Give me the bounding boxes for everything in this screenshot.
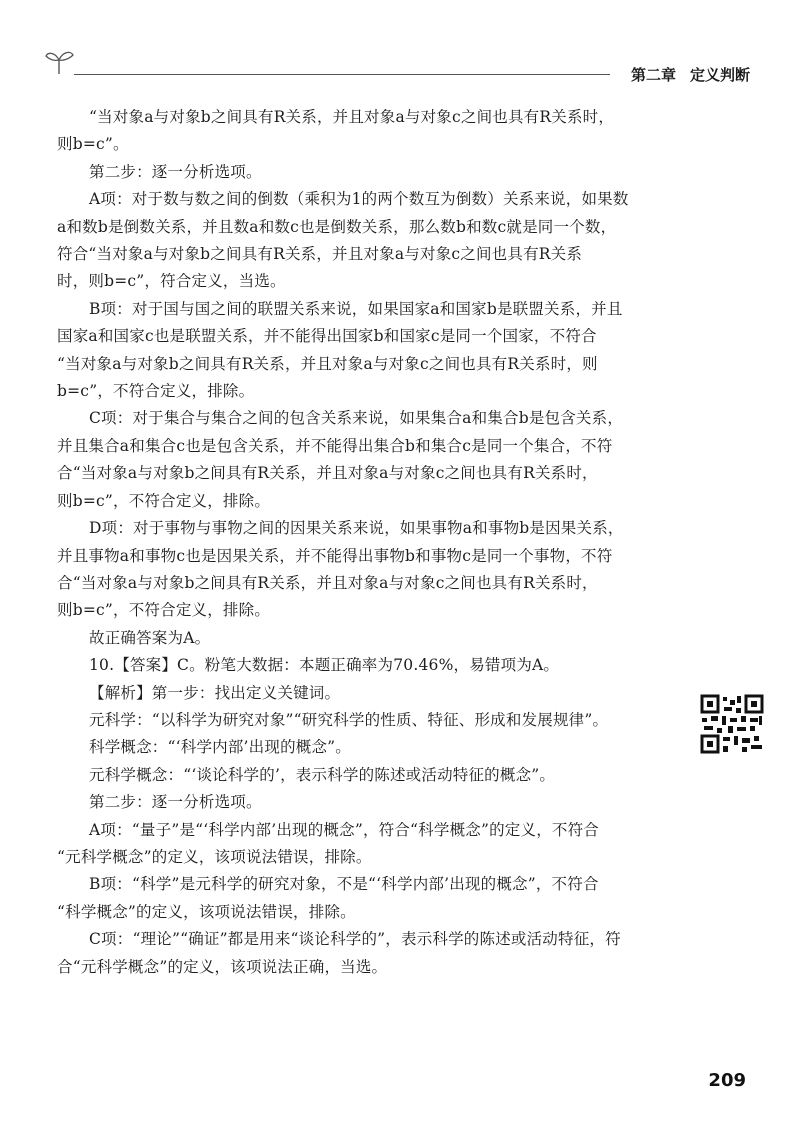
text-line: a和数b是倒数关系，并且数a和数c也是倒数关系，那么数b和数c就是同一个数， — [57, 217, 617, 236]
text-line: 合“当对象a与对象b之间具有R关系，并且对象a与对象c之间也具有R关系时， — [57, 573, 598, 592]
text-line: 时，则b=c”，符合定义，当选。 — [57, 272, 286, 291]
text-line: “科学概念”的定义，该项说法错误，排除。 — [57, 902, 356, 921]
text-line: 则b=c”，不符合定义，排除。 — [57, 601, 271, 620]
text-line: 科学概念：“‘科学内部’出现的概念”。 — [89, 738, 352, 757]
page-header — [0, 0, 800, 100]
page-number: 209 — [708, 1070, 746, 1091]
text-line: 合“当对象a与对象b之间具有R关系，并且对象a与对象c之间也具有R关系时， — [57, 464, 598, 483]
text-line: “当对象a与对象b之间具有R关系，并且对象a与对象c之间也具有R关系时，则 — [57, 354, 598, 373]
text-line: 并且事物a和事物c也是因果关系，并不能得出事物b和事物c是同一个事物，不符 — [57, 546, 613, 565]
text-line: C项：对于集合与集合之间的包含关系来说，如果集合a和集合b是包含关系， — [89, 409, 624, 428]
text-line: 则b=c”。 — [57, 135, 129, 154]
text-line: “元科学概念”的定义，该项说法错误，排除。 — [57, 847, 372, 866]
qr-code-icon[interactable] — [690, 694, 774, 754]
text-line: 元科学：“以科学为研究对象”“研究科学的性质、特征、形成和发展规律”。 — [89, 710, 609, 729]
section-label: 定义判断 — [689, 66, 750, 84]
page-body — [57, 104, 667, 981]
text-line: 国家a和国家c也是联盟关系，并不能得出国家b和国家c是同一个国家，不符合 — [57, 327, 597, 346]
text-line: B项：“科学”是元科学的研究对象，不是“‘科学内部’出现的概念”，不符合 — [89, 875, 599, 894]
sprout-icon — [44, 46, 74, 76]
text-line: B项：对于国与国之间的联盟关系来说，如果国家a和国家b是联盟关系，并且 — [89, 299, 623, 318]
text-line: A项：对于数与数之间的倒数（乘积为1的两个数互为倒数）关系来说，如果数 — [89, 190, 629, 209]
chapter-title — [631, 64, 750, 85]
text-line: “当对象a与对象b之间具有R关系，并且对象a与对象c之间也具有R关系时， — [89, 108, 615, 126]
text-line: 第二步：逐一分析选项。 — [89, 162, 262, 181]
text-line: 合“元科学概念”的定义，该项说法正确，当选。 — [57, 957, 388, 976]
text-line: b=c”，不符合定义，排除。 — [57, 382, 255, 401]
text-line: 10.【答案】C。粉笔大数据：本题正确率为70.46%，易错项为A。 — [89, 656, 560, 675]
text-line: D项：对于事物与事物之间的因果关系来说，如果事物a和事物b是因果关系， — [89, 519, 624, 538]
text-line: 【解析】第一步：找出定义关键词。 — [89, 683, 341, 702]
header-rule — [74, 74, 610, 75]
text-line: A项：“量子”是“‘科学内部’出现的概念”，符合“科学概念”的定义，不符合 — [89, 820, 599, 839]
text-line: 第二步：逐一分析选项。 — [89, 793, 262, 812]
text-line: 符合“当对象a与对象b之间具有R关系，并且对象a与对象c之间也具有R关系 — [57, 245, 583, 264]
text-line: C项：“理论”“确证”都是用来“谈论科学的”，表示科学的陈述或活动特征，符 — [89, 930, 621, 949]
text-line: 故正确答案为A。 — [89, 628, 211, 647]
chapter-label: 第二章 — [630, 66, 676, 84]
text-line: 并且集合a和集合c也是包含关系，并不能得出集合b和集合c是同一个集合，不符 — [57, 436, 613, 455]
text-line: 元科学概念：“‘谈论科学的’，表示科学的陈述或活动特征的概念”。 — [89, 765, 556, 784]
text-line: 则b=c”，不符合定义，排除。 — [57, 491, 271, 510]
